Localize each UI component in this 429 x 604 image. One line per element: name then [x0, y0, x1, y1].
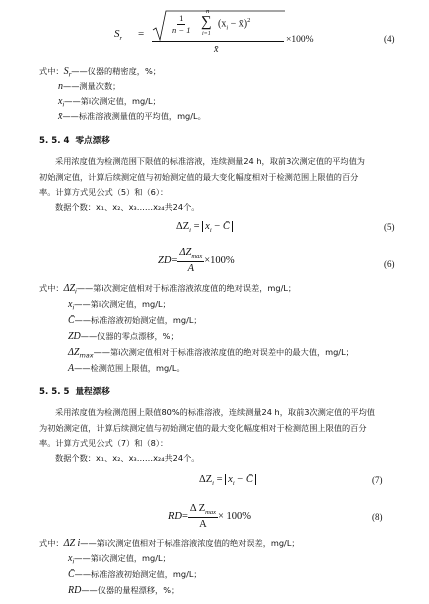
def2-row-4: ZD——仪器的零点漂移，%； [68, 331, 179, 342]
sigma-icon: ∑ [201, 14, 212, 30]
section-5-5-5-paragraph: 采用浓度值为检测范围上限值80%的标准溶液，连续测量24 h，取前3次测定值的平均值 为初始测定值，计算后续测定值与初始测定值的最大变化幅度相对于检测范围上限值的百分 率。计算方式见公式（7）和（8）： [39, 407, 375, 448]
eq4-denominator: x̄ [214, 44, 219, 55]
section-5-5-4-paragraph: 采用浓度值为检测范围下限值的标准溶液，连续测量24 h，取前3次测定值的平均值为 初始测定值，计算后续测定值与初始测定值的最大变化幅度相对于检测范围上限值的百分 率。计算方式见公式（5）和（6）： [39, 156, 365, 197]
eq8-fraction: $\frac{\Delta Z_{max}}{A}$ [189, 503, 216, 531]
equation-number-8: (8) [372, 512, 383, 522]
def1-row-3: $x_i——$第i次测定值，mg/L； [58, 96, 161, 109]
equation-number-6: (6) [384, 259, 395, 269]
equation-7: $\Delta Z_i = x_i$ − C̄ [199, 473, 256, 488]
def1-row-1: 式中：$S_r——$仪器的精密度，%； [39, 66, 161, 79]
def2-row-2: $x_i——$第i次测定值，mg/L； [68, 299, 171, 312]
def2-row-6: A——检测范围上限值，mg/L。 [68, 363, 185, 374]
def3-row-3: C̄——标准溶液初始测定值，mg/L； [68, 569, 202, 580]
eq4-sum-bottom: i=1 [202, 31, 211, 37]
eq4-equals: = [138, 28, 145, 40]
section-5-5-4-data-count: 数据个数：x₁、x₂、x₃……x₂₄共24个。 [55, 202, 200, 212]
def1-row-4: x̄——标准溶液测量值的平均值，mg/L。 [58, 111, 206, 122]
section-5-5-5-data-count: 数据个数：x₁、x₂、x₃……x₂₄共24个。 [55, 453, 200, 463]
def2-row-3: C̄——标准溶液初始测定值，mg/L； [68, 315, 202, 326]
equation-number-7: (7) [372, 475, 383, 485]
eq4-lhs: $S_r$ [114, 28, 123, 43]
eq6-fraction: $\frac{\Delta Z_{max}}{A}$ [179, 247, 203, 275]
eq4-sum-term: ($x_i$ − x̄)$^2$ [218, 17, 251, 32]
equation-number-5: (5) [384, 222, 395, 232]
eq4-inner-fraction: $\frac{1}{n - 1}$ [172, 13, 191, 35]
eq4-tail: ×100% [286, 35, 314, 45]
equation-5: $\Delta Z_i = x_i$ − C̄ [176, 220, 233, 235]
def2-row-5: $\Delta Z_{max}——$第i次测定值相对于标准溶液浓度值的绝对误差中的最大值，mg/L； [68, 347, 354, 360]
equation-6: ZD = $\frac{\Delta Z_{max}}{A}$ ×100% [158, 247, 235, 275]
equation-8: RD = $\frac{\Delta Z_{max}}{A}$ × 100% [168, 503, 252, 531]
def1-row-2: n——测量次数； [58, 81, 121, 92]
equation-4 [108, 8, 328, 60]
equation-number-4: (4) [384, 34, 395, 44]
def3-row-1: 式中：ΔZ i——第i次测定值相对于标准溶液浓度值的绝对误差，mg/L； [39, 538, 300, 549]
def3-row-2: $x_i——$第i次测定值，mg/L； [68, 553, 171, 566]
section-5-5-4-heading: 5. 5. 4 零点漂移 [39, 136, 110, 146]
section-5-5-5-heading: 5. 5. 5 量程漂移 [39, 387, 110, 397]
eq4-sum-top: n [206, 8, 210, 15]
def2-row-1: 式中：$\Delta Z_i——$第i次测定值相对于标准溶液浓度值的绝对误差，mg/L； [39, 283, 297, 296]
def3-row-4: RD——仪器的量程漂移，%； [68, 585, 180, 596]
